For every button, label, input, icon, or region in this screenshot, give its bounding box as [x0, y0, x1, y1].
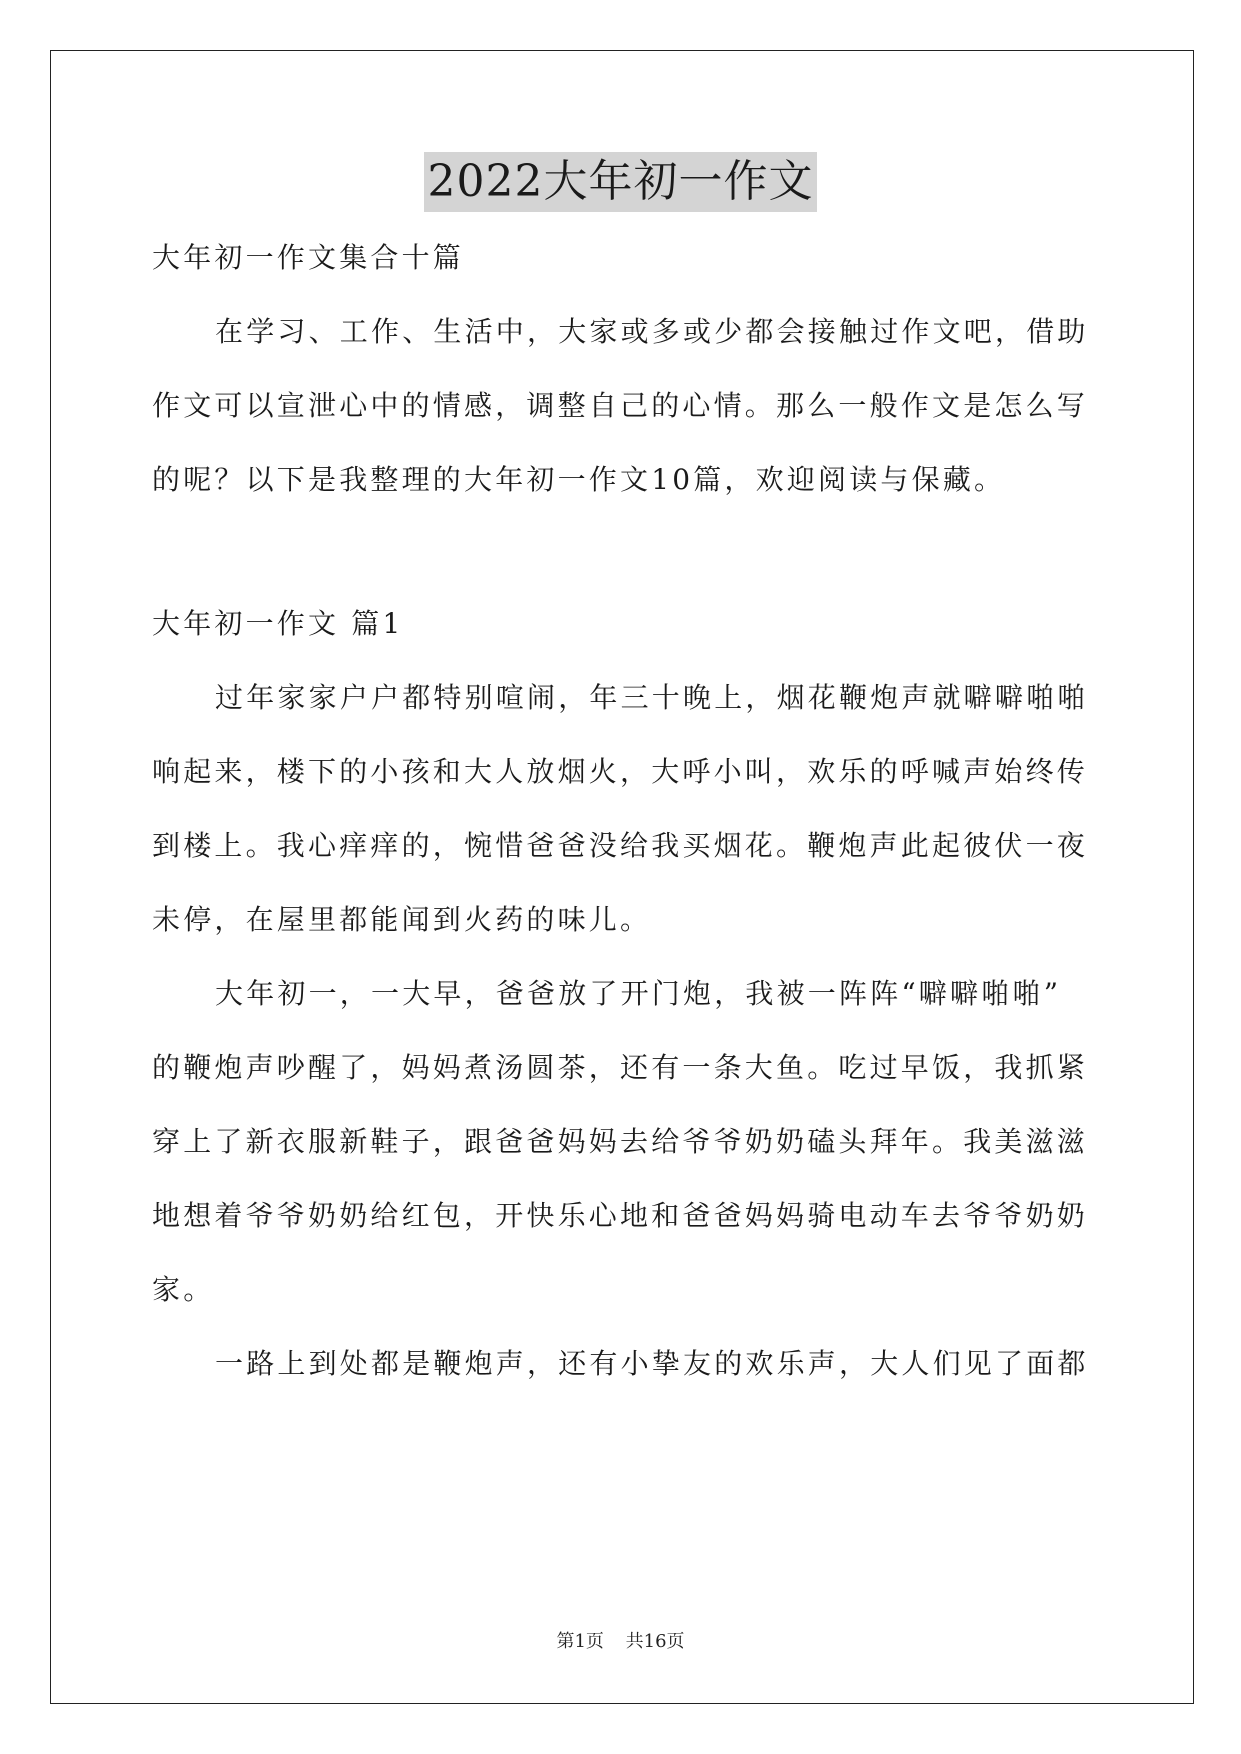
page-border [50, 50, 1194, 1704]
document-title [0, 152, 1241, 212]
paragraph-line: 大年初一，一大早，爸爸放了开门炮，我被一阵阵“噼噼啪啪” [215, 977, 1062, 1010]
paragraph-line: 地想着爷爷奶奶给红包，开快乐心地和爸爸妈妈骑电动车去爷爷奶奶 [152, 1199, 1089, 1232]
title-text: 2022大年初一作文 [424, 152, 818, 212]
paragraph-line: 响起来，楼下的小孩和大人放烟火，大呼小叫，欢乐的呼喊声始终传 [152, 755, 1089, 788]
paragraph-line: 穿上了新衣服新鞋子，跟爸爸妈妈去给爷爷奶奶磕头拜年。我美滋滋 [152, 1125, 1089, 1158]
paragraph-line: 一路上到处都是鞭炮声，还有小挚友的欢乐声，大人们见了面都 [215, 1347, 1089, 1380]
paragraph-line: 的鞭炮声吵醒了，妈妈煮汤圆茶，还有一条大鱼。吃过早饭，我抓紧 [152, 1051, 1089, 1084]
page-number: 第1页 [556, 1631, 604, 1652]
intro-line: 的呢？以下是我整理的大年初一作文10篇，欢迎阅读与保藏。 [152, 463, 1006, 496]
subtitle: 大年初一作文集合十篇 [152, 241, 465, 274]
page-footer [0, 1630, 1241, 1654]
intro-line: 在学习、工作、生活中，大家或多或少都会接触过作文吧，借助 [215, 315, 1089, 348]
intro-line: 作文可以宣泄心中的情感，调整自己的心情。那么一般作文是怎么写 [152, 389, 1089, 422]
paragraph-line: 未停，在屋里都能闻到火药的味儿。 [152, 903, 652, 936]
paragraph-line: 到楼上。我心痒痒的，惋惜爸爸没给我买烟花。鞭炮声此起彼伏一夜 [152, 829, 1089, 862]
paragraph-line: 过年家家户户都特别喧闹，年三十晚上，烟花鞭炮声就噼噼啪啪 [215, 681, 1089, 714]
page-total: 共16页 [625, 1631, 685, 1652]
section-heading: 大年初一作文 篇1 [152, 607, 404, 640]
paragraph-line: 家。 [152, 1273, 215, 1306]
